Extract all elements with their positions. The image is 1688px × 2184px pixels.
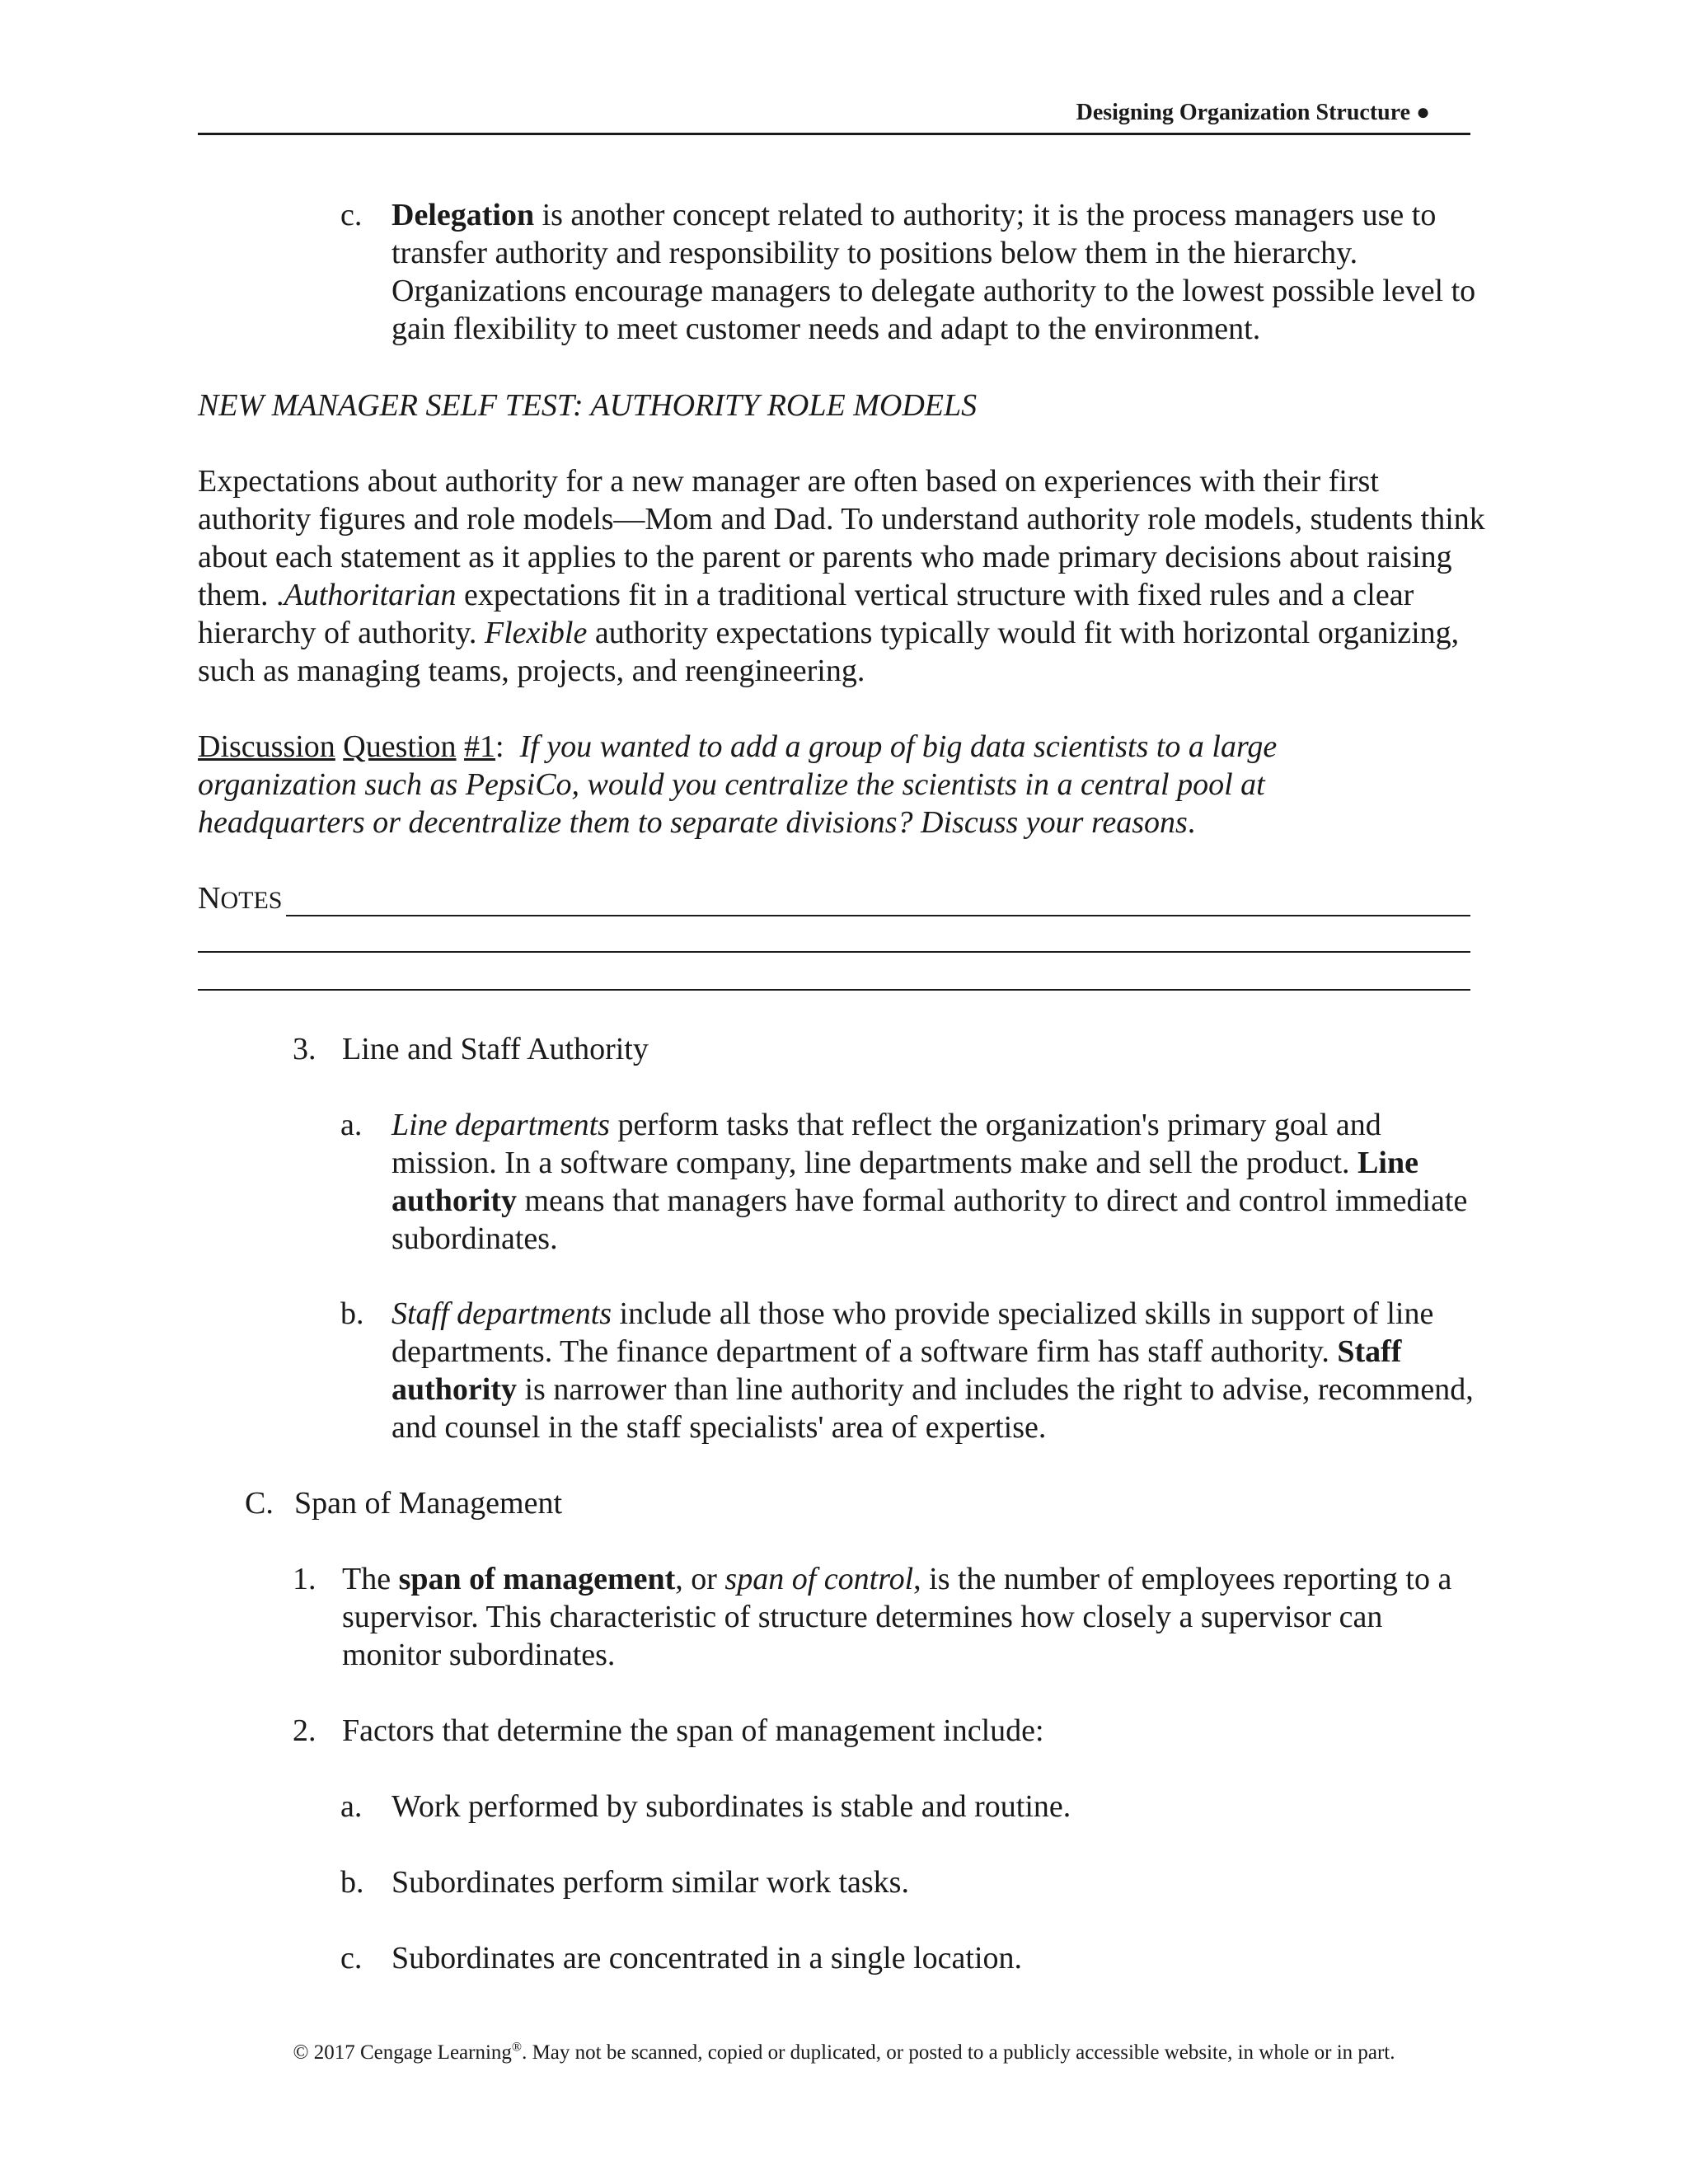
authoritarian-term: Authoritarian (284, 578, 457, 612)
section-3-title: Line and Staff Authority (342, 1032, 649, 1066)
line-departments-paragraph (392, 1106, 1478, 1258)
list-marker: 3. (293, 1032, 316, 1066)
self-test-heading-text: NEW MANAGER SELF TEST: AUTHORITY ROLE MODELS (198, 388, 978, 423)
running-header: Designing Organization Structure ● (1076, 100, 1430, 125)
notes-label (198, 879, 282, 920)
factors-intro-item (293, 1712, 1044, 1750)
notes-line-2[interactable] (198, 951, 1470, 953)
list-marker: C. (245, 1486, 274, 1521)
line-departments-term: Line departments (392, 1108, 610, 1142)
registered-mark: ® (511, 2040, 523, 2055)
self-test-text-1: Expectations about authority for a new manager are often based on experiences with their first authority figures and role models—Mom and Dad. To understand authority role models, students think about each statement as it applies to the parent or parents who made primary decisions about raising them. . (198, 464, 1485, 612)
staff-departments-text-2: is narrower than line authority and includes the right to advise, recommend, and counsel in the staff specialists' area of expertise. (392, 1372, 1474, 1445)
delegation-item (340, 196, 1478, 348)
section-3-heading (293, 1030, 649, 1068)
copyright-footer (0, 2040, 1688, 2066)
span-of-management-term: span of management (398, 1562, 676, 1596)
header-rule (198, 133, 1470, 135)
notes-line-1[interactable] (286, 915, 1470, 916)
question-label: Question (343, 729, 457, 764)
factor-item (340, 1788, 1071, 1825)
factor-text: Subordinates are concentrated in a single location. (392, 1941, 1023, 1975)
notes-line-3[interactable] (198, 989, 1470, 991)
factor-text: Subordinates perform similar work tasks. (392, 1865, 909, 1900)
line-authority-term: Line authority (392, 1146, 1418, 1218)
staff-departments-term: Staff departments (392, 1296, 612, 1331)
factor-text: Work performed by subordinates is stable and routine. (392, 1789, 1071, 1824)
discussion-label: Discussion (198, 729, 335, 764)
list-marker: a. (340, 1108, 363, 1142)
question-colon: : (495, 729, 504, 764)
self-test-paragraph (198, 462, 1485, 690)
staff-departments-text-1: include all those who provide specialized skills in support of line departments. The finance department of a software firm has staff authority. (392, 1296, 1434, 1369)
section-c-heading (245, 1484, 562, 1522)
line-departments-text-2: means that managers have formal authority to direct and control immediate subordinates. (392, 1183, 1468, 1256)
span-definition-item (293, 1560, 1479, 1674)
line-departments-item (340, 1106, 1478, 1258)
discussion-question (198, 728, 1393, 841)
list-marker: b. (340, 1296, 364, 1331)
line-departments-text-1: perform tasks that reflect the organization's primary goal and mission. In a software company, line departments make and sell the product. (392, 1108, 1381, 1180)
question-text: If you wanted to add a group of big data scientists to a large organization such as PepsiCo, would you centralize the scientists in a central pool at headquarters or decentralize them to separate divisions? Discuss your reasons (198, 729, 1278, 840)
span-text-3: , is the number of employees reporting to a supervisor. This characteristic of structure determines how closely a supervisor can monitor subordinates. (342, 1562, 1452, 1672)
footer-text-1: © 2017 Cengage Learning (293, 2041, 512, 2064)
question-number: #1 (464, 729, 496, 764)
list-marker: c. (340, 1941, 363, 1975)
list-marker: c. (340, 198, 363, 232)
factor-item (340, 1939, 1022, 1977)
staff-authority-term: Staff authority (392, 1334, 1402, 1407)
footer-text-2: . May not be scanned, copied or duplicated, or posted to a publicly accessible website, in whole or in part. (522, 2041, 1395, 2064)
flexible-term: Flexible (484, 616, 588, 650)
factors-intro-text: Factors that determine the span of management include: (342, 1713, 1044, 1748)
notes-label-rest: OTES (220, 887, 283, 914)
delegation-paragraph (392, 196, 1478, 348)
list-marker: 2. (293, 1713, 316, 1748)
self-test-heading (198, 387, 1484, 424)
delegation-term: Delegation (392, 198, 535, 232)
self-test-text-3: authority expectations typically would fit with horizontal organizing, such as managing teams, projects, and reengineering. (198, 616, 1460, 688)
list-marker: b. (340, 1865, 364, 1900)
list-marker: a. (340, 1789, 363, 1824)
span-of-control-term: span of control (724, 1562, 914, 1596)
span-definition-paragraph (342, 1560, 1479, 1674)
self-test-text-2: expectations fit in a traditional vertical structure with fixed rules and a clear hierarchy of authority. (198, 578, 1414, 650)
factor-item (340, 1863, 909, 1901)
span-text-2: , or (675, 1562, 725, 1596)
section-c-title: Span of Management (294, 1486, 563, 1521)
notes-label-first: N (198, 881, 221, 916)
list-marker: 1. (293, 1562, 316, 1596)
staff-departments-item (340, 1295, 1478, 1446)
delegation-text: is another concept related to authority; it is the process managers use to transfer authority and responsibility to positions below them in the hierarchy. Organizations encourage managers to delegate authority to the lowest possible level to gain flexibility to meet customer needs and adapt to the environment. (392, 198, 1476, 346)
question-period: . (1187, 805, 1196, 840)
staff-departments-paragraph (392, 1295, 1478, 1446)
span-text-1: The (342, 1562, 399, 1596)
